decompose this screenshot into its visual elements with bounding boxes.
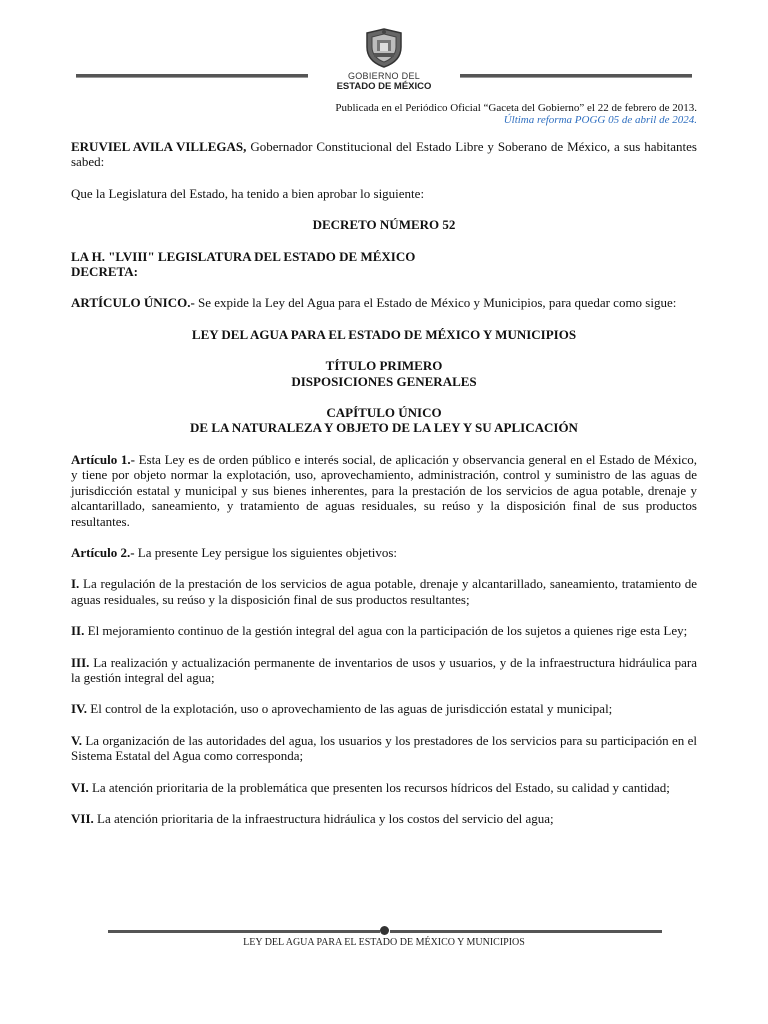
fraction-iii: III. La realización y actualización permanente de inventarios de usos y usuarios, y de la infraestructura hidráulica para la gestión integral del agua; xyxy=(71,654,697,685)
footer-rule-left xyxy=(108,930,380,933)
article-1-label: Artículo 1.- xyxy=(71,451,135,467)
header-rule-right-thin xyxy=(460,77,692,78)
last-reform-note: Última reforma POGG 05 de abril de 2024. xyxy=(503,114,697,126)
article-unique-label: ARTÍCULO ÚNICO.- xyxy=(71,295,195,311)
decreta-heading: DECRETA: xyxy=(71,264,138,280)
footer-rule-right xyxy=(390,930,662,933)
article-2-text: La presente Ley persigue los siguientes objetivos: xyxy=(134,544,398,560)
chapter-subheading: DE LA NATURALEZA Y OBJETO DE LA LEY Y SU APLICACIÓN xyxy=(190,420,578,436)
document-body xyxy=(71,139,697,826)
governor-name: ERUVIEL AVILA VILLEGAS, xyxy=(71,139,247,154)
article-unique xyxy=(71,295,697,310)
chapter-heading: CAPÍTULO ÚNICO xyxy=(326,405,442,421)
state-seal-icon xyxy=(361,27,407,69)
footer-ornament-icon xyxy=(380,926,389,935)
fraction-ii: II. El mejoramiento continuo de la gestión integral del agua con la participación de los sujetos a quienes rige esta Ley; xyxy=(71,623,688,639)
fraction-v: V. La organización de las autoridades del agua, los usuarios y los prestadores de los servicios para su participación en el Sistema Estatal del Agua como corresponda; xyxy=(71,732,697,764)
legislature-name: LA H. "LVIII" LEGISLATURA DEL ESTADO DE MÉXICO xyxy=(71,248,416,264)
article-1 xyxy=(71,452,697,529)
title-heading: TÍTULO PRIMERO xyxy=(325,358,443,374)
government-logo-line1: GOBIERNO DEL xyxy=(347,71,421,81)
footer-law-title: LEY DEL AGUA PARA EL ESTADO DE MÉXICO Y MUNICIPIOS xyxy=(243,937,525,948)
fraction-iv: IV. El control de la explotación, uso o aprovechamiento de las aguas de jurisdicción estatal y municipal; xyxy=(71,701,613,717)
law-title: LEY DEL AGUA PARA EL ESTADO DE MÉXICO Y MUNICIPIOS xyxy=(191,326,577,342)
article-2-label: Artículo 2.- xyxy=(71,544,135,560)
article-2 xyxy=(71,545,697,560)
fraction-vii: VII. La atención prioritaria de la infraestructura hidráulica y los costos del servicio del agua; xyxy=(71,810,554,826)
title-subheading: DISPOSICIONES GENERALES xyxy=(291,373,477,389)
fraction-i: I. La regulación de la prestación de los servicios de agua potable, drenaje y alcantarillado, saneamiento, tratamiento de aguas residuales, su reúso y la disposición final de sus productos resultantes; xyxy=(71,576,697,607)
publication-note: Publicada en el Periódico Oficial “Gaceta del Gobierno” el 22 de febrero de 2013. xyxy=(335,102,697,114)
governor-paragraph xyxy=(71,139,697,170)
fraction-vi: VI. La atención prioritaria de la problemática que presenten los recursos hídricos del Estado, su calidad y cantidad; xyxy=(71,779,670,795)
decree-number: DECRETO NÚMERO 52 xyxy=(312,217,456,233)
legislature-approval: Que la Legislatura del Estado, ha tenido a bien aprobar lo siguiente: xyxy=(71,185,425,201)
header-rule-left-thin xyxy=(76,77,308,78)
article-unique-text: Se expide la Ley del Agua para el Estado de México y Municipios, para quedar como sigue: xyxy=(194,295,677,311)
governor-text: Gobernador Constitucional del Estado Libre y Soberano de México, a sus habitantes sabed: xyxy=(71,139,697,170)
government-logo-line2: ESTADO DE MÉXICO xyxy=(336,81,432,92)
article-1-text: Esta Ley es de orden público e interés social, de aplicación y observancia general en el Estado de México, y tiene por objeto normar la explotación, uso, aprovechamiento, administración, control y suministro de las aguas de jurisdicción estatal y municipal y sus bienes inherentes, para la prestación de los servicios de agua potable, drenaje y alcantarillado, saneamiento, y tratamiento de aguas residuales, su reúso y la disposición final de sus productos resultantes. xyxy=(71,451,698,529)
